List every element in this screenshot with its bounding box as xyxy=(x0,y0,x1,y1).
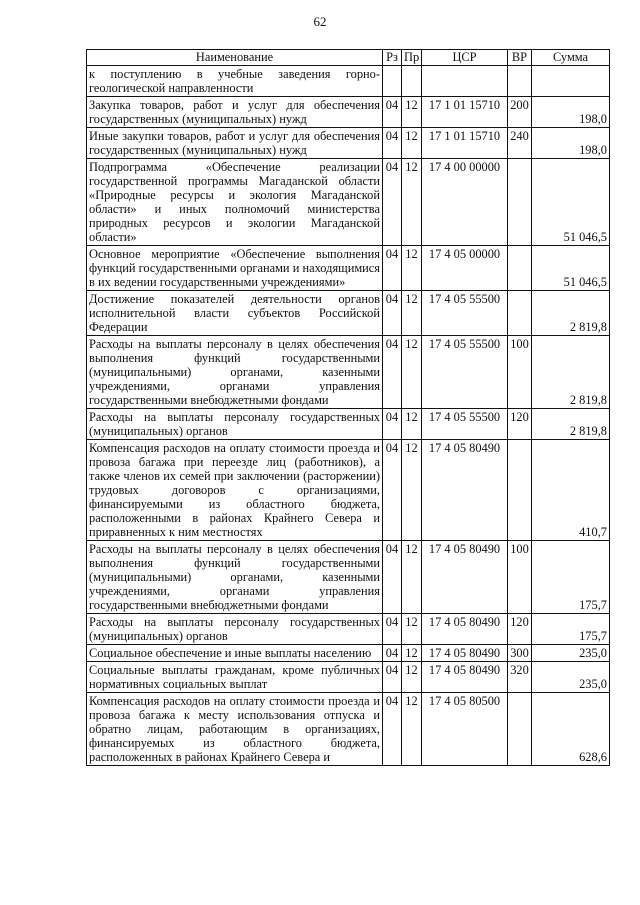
cell-sum: 175,7 xyxy=(532,614,610,645)
cell-rz: 04 xyxy=(383,291,402,336)
cell-pr: 12 xyxy=(402,159,422,246)
table-row xyxy=(87,614,610,645)
cell-vr: 300 xyxy=(508,645,532,662)
cell-sum: 2 819,8 xyxy=(532,336,610,409)
cell-sum: 410,7 xyxy=(532,440,610,541)
cell-pr xyxy=(402,66,422,97)
cell-pr: 12 xyxy=(402,662,422,693)
cell-name: Иные закупки товаров, работ и услуг для обеспечения государственных (муниципальных) нужд xyxy=(87,128,383,159)
cell-name: Компенсация расходов на оплату стоимости проезда и провоза багажа при переезде лиц (работников), а также членов их семей при заключении (расторжении) трудовых договоров с организациями, финансируемыми из областного бюджета, расположенными в районах Крайнего Севера и приравненных к ним местностях xyxy=(87,440,383,541)
table-row xyxy=(87,693,610,766)
budget-table xyxy=(86,49,610,766)
header-sum: Сумма xyxy=(532,50,610,66)
cell-rz: 04 xyxy=(383,662,402,693)
cell-sum: 235,0 xyxy=(532,645,610,662)
table-row xyxy=(87,662,610,693)
cell-csr: 17 1 01 15710 xyxy=(422,128,508,159)
table-row xyxy=(87,336,610,409)
cell-csr: 17 4 05 55500 xyxy=(422,291,508,336)
table-row xyxy=(87,128,610,159)
table-row xyxy=(87,291,610,336)
cell-sum: 628,6 xyxy=(532,693,610,766)
cell-name: Расходы на выплаты персоналу государственных (муниципальных) органов xyxy=(87,409,383,440)
cell-name: Социальное обеспечение и иные выплаты населению xyxy=(87,645,383,662)
cell-pr: 12 xyxy=(402,97,422,128)
cell-pr: 12 xyxy=(402,291,422,336)
cell-sum: 51 046,5 xyxy=(532,246,610,291)
cell-vr: 240 xyxy=(508,128,532,159)
cell-name: Основное мероприятие «Обеспечение выполнения функций государственными органами и находящимися в их ведении государственными учреждениями» xyxy=(87,246,383,291)
cell-csr xyxy=(422,66,508,97)
cell-pr: 12 xyxy=(402,614,422,645)
cell-sum: 198,0 xyxy=(532,128,610,159)
table-row xyxy=(87,246,610,291)
table-row xyxy=(87,66,610,97)
header-rz: Рз xyxy=(383,50,402,66)
cell-rz: 04 xyxy=(383,614,402,645)
cell-vr xyxy=(508,693,532,766)
cell-vr xyxy=(508,440,532,541)
table-header-row xyxy=(87,50,610,66)
cell-csr: 17 4 05 80490 xyxy=(422,614,508,645)
cell-rz: 04 xyxy=(383,409,402,440)
cell-rz: 04 xyxy=(383,645,402,662)
cell-name: Подпрограмма «Обеспечение реализации государственной программы Магаданской области «Природные ресурсы и экология Магаданской области» и иных полномочий министерства природных ресурсов и экологии Магаданской области» xyxy=(87,159,383,246)
cell-pr: 12 xyxy=(402,440,422,541)
cell-csr: 17 4 05 55500 xyxy=(422,336,508,409)
cell-sum: 51 046,5 xyxy=(532,159,610,246)
cell-rz: 04 xyxy=(383,440,402,541)
table-row xyxy=(87,409,610,440)
cell-vr: 200 xyxy=(508,97,532,128)
cell-name: Расходы на выплаты персоналу в целях обеспечения выполнения функций государственными (муниципальными) органами, казенными учреждениями, органами управления государственными внебюджетными фондами xyxy=(87,336,383,409)
cell-rz: 04 xyxy=(383,693,402,766)
cell-csr: 17 4 05 80490 xyxy=(422,541,508,614)
cell-vr xyxy=(508,291,532,336)
cell-vr xyxy=(508,159,532,246)
cell-vr xyxy=(508,246,532,291)
cell-name: Закупка товаров, работ и услуг для обеспечения государственных (муниципальных) нужд xyxy=(87,97,383,128)
cell-vr: 120 xyxy=(508,614,532,645)
cell-rz: 04 xyxy=(383,336,402,409)
cell-csr: 17 4 05 80490 xyxy=(422,440,508,541)
cell-pr: 12 xyxy=(402,645,422,662)
header-pr: Пр xyxy=(402,50,422,66)
cell-sum: 175,7 xyxy=(532,541,610,614)
cell-vr: 320 xyxy=(508,662,532,693)
cell-vr xyxy=(508,66,532,97)
cell-sum xyxy=(532,66,610,97)
cell-rz: 04 xyxy=(383,97,402,128)
cell-rz: 04 xyxy=(383,159,402,246)
cell-csr: 17 4 05 00000 xyxy=(422,246,508,291)
cell-pr: 12 xyxy=(402,246,422,291)
cell-vr: 100 xyxy=(508,541,532,614)
cell-rz: 04 xyxy=(383,128,402,159)
table-row xyxy=(87,541,610,614)
header-name: Наименование xyxy=(87,50,383,66)
table-body xyxy=(87,66,610,766)
cell-pr: 12 xyxy=(402,409,422,440)
cell-sum: 235,0 xyxy=(532,662,610,693)
cell-rz: 04 xyxy=(383,541,402,614)
cell-sum: 2 819,8 xyxy=(532,291,610,336)
cell-vr: 120 xyxy=(508,409,532,440)
cell-name: Расходы на выплаты персоналу в целях обеспечения выполнения функций государственными (муниципальными) органами, казенными учреждениями, органами управления государственными внебюджетными фондами xyxy=(87,541,383,614)
cell-rz xyxy=(383,66,402,97)
cell-pr: 12 xyxy=(402,693,422,766)
header-csr: ЦСР xyxy=(422,50,508,66)
table-row xyxy=(87,440,610,541)
cell-csr: 17 4 05 80500 xyxy=(422,693,508,766)
cell-name: Достижение показателей деятельности органов исполнительной власти субъектов Российской Федерации xyxy=(87,291,383,336)
cell-csr: 17 1 01 15710 xyxy=(422,97,508,128)
cell-vr: 100 xyxy=(508,336,532,409)
cell-sum: 2 819,8 xyxy=(532,409,610,440)
cell-pr: 12 xyxy=(402,541,422,614)
cell-rz: 04 xyxy=(383,246,402,291)
cell-sum: 198,0 xyxy=(532,97,610,128)
table-row xyxy=(87,645,610,662)
cell-pr: 12 xyxy=(402,128,422,159)
cell-name: к поступлению в учебные заведения горно-геологической направленности xyxy=(87,66,383,97)
cell-csr: 17 4 05 80490 xyxy=(422,645,508,662)
cell-csr: 17 4 00 00000 xyxy=(422,159,508,246)
cell-pr: 12 xyxy=(402,336,422,409)
table-row xyxy=(87,97,610,128)
cell-name: Социальные выплаты гражданам, кроме публичных нормативных социальных выплат xyxy=(87,662,383,693)
cell-name: Расходы на выплаты персоналу государственных (муниципальных) органов xyxy=(87,614,383,645)
cell-csr: 17 4 05 55500 xyxy=(422,409,508,440)
cell-csr: 17 4 05 80490 xyxy=(422,662,508,693)
cell-name: Компенсация расходов на оплату стоимости проезда и провоза багажа к месту использования отпуска и обратно лицам, работающим в организациях, финансируемых из областного бюджета, расположенных в районах Крайнего Севера и xyxy=(87,693,383,766)
table-row xyxy=(87,159,610,246)
header-vr: ВР xyxy=(508,50,532,66)
page-number: 62 xyxy=(313,14,327,29)
